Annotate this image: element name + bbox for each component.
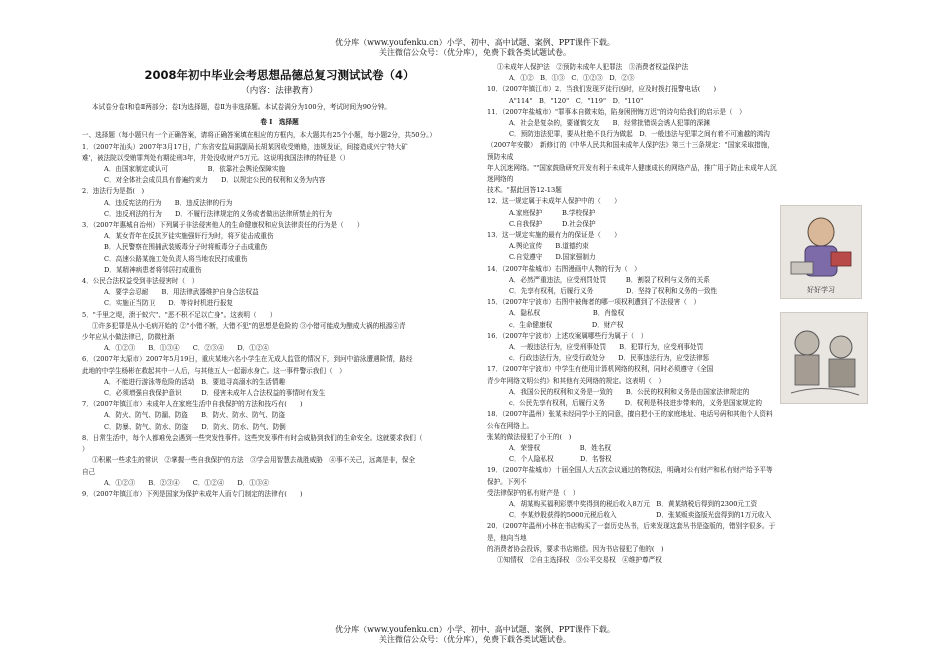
left-question-line: 5．"千里之堤，溃于蚁穴"、"恶不积不足以亡身"。这表明（ ） (82, 310, 277, 319)
right-question-line: c．行政违法行为，应受行政处分 D．民事违法行为，应受法律惩 (509, 354, 710, 363)
right-question-line: ①知情权 ②自主选择权 ③公平交易权 ④维护尊严权 (497, 555, 662, 564)
right-question-line: A．隐私权 B．肖像权 (509, 309, 625, 318)
left-question-line: 6．（2007年太原市）2007年5月19日，重庆某地六名小学生在无成人监管的情况下，到河中游泳遭遇险情，路经 (82, 355, 413, 364)
right-question-line: 18．（2007年温州）张某未经同学小王的同意，擅自把小王的家庭地址、电话号码和其他个人资料公布在网络上。 (487, 410, 773, 430)
right-question-line: 12．这一规定属于未成年人保护中的（ ） (487, 197, 621, 206)
right-question-line: A．我国公民的权利和义务是一致的 B．公民的权利和义务是由国家法律规定的 (509, 387, 750, 396)
left-question-line: C．实施正当防卫 D．等待时机进行报复 (104, 299, 234, 308)
section-note: 一、选择题（每小题只有一个正确答案，请将正确答案填在相应的方框内，本大题共有25个小题，每小题2分，共50分。） (82, 131, 436, 140)
left-question-line: A．防火、防气、防漏、防盗 B．防火、防水、防气、防盗 (104, 411, 286, 420)
left-question-line: 7．（2007年镇江市）未成年人在家庭生活中自我保护的方法和技巧有( ) (82, 400, 303, 409)
left-column (82, 62, 477, 500)
right-question-line: 技术。"据此回答12-13题 (487, 186, 562, 195)
right-question-line: C．预防违法犯罪，要从杜绝不良行为做起 D．一般违法与犯罪之间有着不可逾越的鸿沟 (509, 130, 770, 139)
right-question-line: A.舆论宣传 B.道德约束 (509, 242, 589, 251)
left-question-line: C．必须增强自我保护意识 D．侵害未成年人合法权益的事情时有发生 (104, 389, 326, 398)
footer-line-2: 关注微信公众号：（优分库），免费下载各类试题试卷。 (379, 635, 571, 644)
right-question-line: 17．（2007年宁波市）中学生有使用计算机网络的权利，同时必须遵守《全国 (487, 365, 714, 374)
right-question-line: 的消费者协会投诉，要求书店赔偿。因为书店侵犯了他的( ) (487, 544, 664, 553)
right-question-line: C．个人隐私权 D．名誉权 (509, 455, 612, 464)
left-question-line: A．要学会忍耐 B．用法律武器维护自身合法权益 (104, 288, 259, 297)
left-question-line: A．不能进行游泳等危险的活动 B．要追寻高溺水的生活情趣 (104, 377, 286, 386)
left-question-list (82, 142, 477, 501)
left-question-line: C．违反刑法的行为 D．不履行法律规定的义务或者做出法律所禁止的行为 (104, 209, 332, 218)
right-question-line: A．必然严重违法，应受刑罚处罚 B．割裂了权利与义务的关系 (509, 275, 710, 284)
right-question-line: 19．（2007年盐城市）十届全国人大五次会议通过的物权法，明确对公有财产和私有财产给予平等保护。下列不 (487, 466, 773, 486)
right-question-line: C.自觉遵守 D.国家强制力 (509, 253, 596, 262)
cartoon-2-drawing (781, 313, 867, 403)
right-question-line: A.家庭保护 B.学校保护 (509, 208, 596, 217)
right-question-list (487, 62, 777, 566)
left-question-line: C．对全体社会成员具有普遍约束力 D．以规定公民的权利和义务为内容 (104, 176, 326, 185)
left-question-line: 此地的中学生杨彬在救起其中一人后，与其他五人一起溺水身亡。这一事件警示我们（ ） (82, 366, 346, 375)
header-line-2: 关注微信公众号：（优分库），免费下载各类试题试卷。 (379, 48, 571, 57)
left-question-line: 自己 (82, 467, 96, 476)
right-question-line: 张某的做法侵犯了小王的( ) (487, 432, 572, 441)
right-column (487, 62, 777, 566)
right-question-line: ①未成年人保护法 ②预防未成年人犯罪法 ③消费者权益保护法 (497, 63, 689, 71)
left-question-line: A．①②③ B．②③④ C．①②④ D．①③④ (104, 478, 270, 487)
right-question-line: 10．（2007年镇江市）2．当我们发现歹徒行凶时，应及时拨打报警电话( ) (487, 85, 717, 94)
right-question-line: C．先享有权利，后履行义务 D．坚持了权利和义务的一致性 (509, 287, 718, 296)
left-question-line: A．某女青年在反抗歹徒实施强奸行为时，将歹徒击成重伤 (104, 232, 274, 241)
page-header (0, 38, 950, 58)
left-question-line: ①积累一些求生的常识 ②掌握一些自我保护的方法 ③学会用智慧去战胜威胁 ④事不关己，远离是非，保全 (92, 456, 416, 465)
cartoon-1-caption: 好好学习 (807, 286, 835, 294)
right-question-line: c．公民先享有权利，后履行义务 D．权利是科技进步带来的，义务是国家规定的 (509, 399, 762, 408)
cartoon-image-1 (780, 205, 862, 299)
left-question-line: 8．日常生活中，每个人都难免会遇到一些突发性事件。这些突发事件有时会威胁到我们的生命安全。这就要求我们（ (82, 433, 423, 442)
left-question-line: ） (82, 445, 89, 454)
left-question-line: D．某精神病患者将邻居打成重伤 (104, 265, 202, 274)
left-question-line: 难'，被法院以受贿罪判处有期徒刑3年，并处没收财产5万元。这说明我国法律的特征是（） (82, 153, 350, 162)
left-question-line: 1．（2007年汕头）2007年3月17日，广东省安监局据副局长胡某因收受贿赂，违规发证，间接造成兴宁'特大矿 (82, 142, 408, 151)
left-question-line: 4．公民合法权益受到非法侵害时（ ） (82, 277, 199, 286)
right-question-line: C.自我保护 D.社会保护 (509, 219, 596, 228)
right-question-line: （2007年安徽） 新修订的《中华人民共和国未成年人保护法》第三十三条规定："国家采取措施，预防未成 (487, 141, 774, 161)
cartoon-image-2 (780, 312, 868, 404)
right-question-line: 11．（2007年盐城市）"罪事本自微末始，陷身困囹悔万迟"的诗句给我们的启示是（ ） (487, 107, 746, 116)
right-question-line: A．社会是复杂的，要谨慎交友 B．经常批错误会诱人犯罪的深渊 (509, 119, 710, 128)
right-question-line: 青少年网络文明公约》和其他有关网络的规定。这表明（ ） (487, 376, 666, 385)
exam-intro: 本试卷分卷Ⅰ和卷Ⅱ两部分；卷Ⅰ为选择题，卷Ⅱ为非选择题。本试卷满分为100分，考试时间为90分钟。 (92, 103, 391, 111)
right-question-line: A．荣誉权 B．姓名权 (509, 443, 611, 452)
left-question-line: 9．（2007年镇江市）下列是国家为保护未成年人而专门制定的法律有( ) (82, 489, 303, 498)
right-question-line: 13．这一规定实施的最有力的保证是（ ） (487, 231, 621, 240)
left-question-line: C．高速公路某施工处负责人将当地农民打成重伤 (104, 254, 248, 263)
exam-subtitle: （内容：法律教育） (241, 86, 318, 96)
left-question-line: A．由国家制定或认可 B．依靠社会舆论保障实施 (104, 165, 286, 174)
left-question-line: 少年应从小做法律已，防微杜渐 (82, 333, 175, 342)
cartoon-1-drawing (781, 206, 861, 298)
left-question-line: ①许多犯罪是从小毛病开始的 ②"小错不断，大错不犯"的思想是危险的 ③小错可能成为酿成大祸的根源④青 (92, 321, 406, 330)
right-question-line: A"114" B．"120" C．"119" D．"110" (509, 96, 644, 105)
section-title: 卷 Ⅰ 选择题 (260, 118, 299, 127)
right-question-line: 15．（2007年宁波市）右图中被侮者的哪一项权利遭到了不法侵害（ ） (487, 298, 701, 307)
page-footer (0, 625, 950, 645)
left-question-line: 3．（2007年惠城自治州）下列属于非法侵害他人的生命健康权和应负法律责任的行为是（ ） (82, 221, 364, 230)
header-line-1: 优分库（www.youfenku.cn）小学、初中、高中试题、案例、PPT课件下载。 (335, 38, 615, 47)
left-question-line: A．违反宪法的行为 B．违反法律的行为 (104, 198, 233, 207)
right-question-line: A．①② B．①③ C．①②③ D．②③ (509, 74, 635, 83)
right-question-line: 年人沉迷网络。""国家鼓励研究开发有利于未成年人健康成长的网络产品，推广用于防止未成年人沉迷网络的 (487, 163, 777, 184)
left-question-line: B．人民警察在围捕武装贩毒分子时将贩毒分子击成重伤 (104, 243, 268, 252)
right-question-line: C．李某炒股获得的5000元税后收入 D．张某贩卖盗版光盘得到的1万元收入 (509, 511, 772, 520)
footer-line-1: 优分库（www.youfenku.cn）小学、初中、高中试题、案例、PPT课件下载。 (335, 625, 615, 634)
right-question-line: A．一般违法行为，应受刑事处罚 B．犯罪行为，应受刑事处罚 (509, 343, 704, 352)
right-question-line: A．胡某购买福利彩票中奖得到的税后收入8万元 B．黄某纳税后得到的2300元工资 (509, 499, 758, 508)
right-question-line: 14．（2007年盐城市）右图漫画中人物的行为（ ） (487, 264, 641, 273)
right-question-line: 受法律保护的私有财产是（ ） (487, 488, 580, 497)
exam-title: 2008年初中毕业会考思想品德总复习测试试卷（4） (144, 68, 415, 82)
right-question-line: 16．（2007年宁波市）上述攻案属哪些行为属于（ ） (487, 331, 648, 340)
left-question-line: 2．违法行为是指( ) (82, 187, 145, 196)
right-question-line: c．生命健康权 D．财产权 (509, 320, 624, 329)
left-question-line: A．①②③ B．①③④ C．②③④ D．①②④ (104, 344, 270, 353)
left-question-line: C．防暴、防气、防水、防盗 D．防火、防水、防气、防倒 (104, 422, 286, 431)
right-question-line: 20．（2007年温州)小林在书店购买了一套历史丛书，后来发现这套丛书是盗版的，错别字很多。于是，他向当地 (487, 522, 776, 542)
